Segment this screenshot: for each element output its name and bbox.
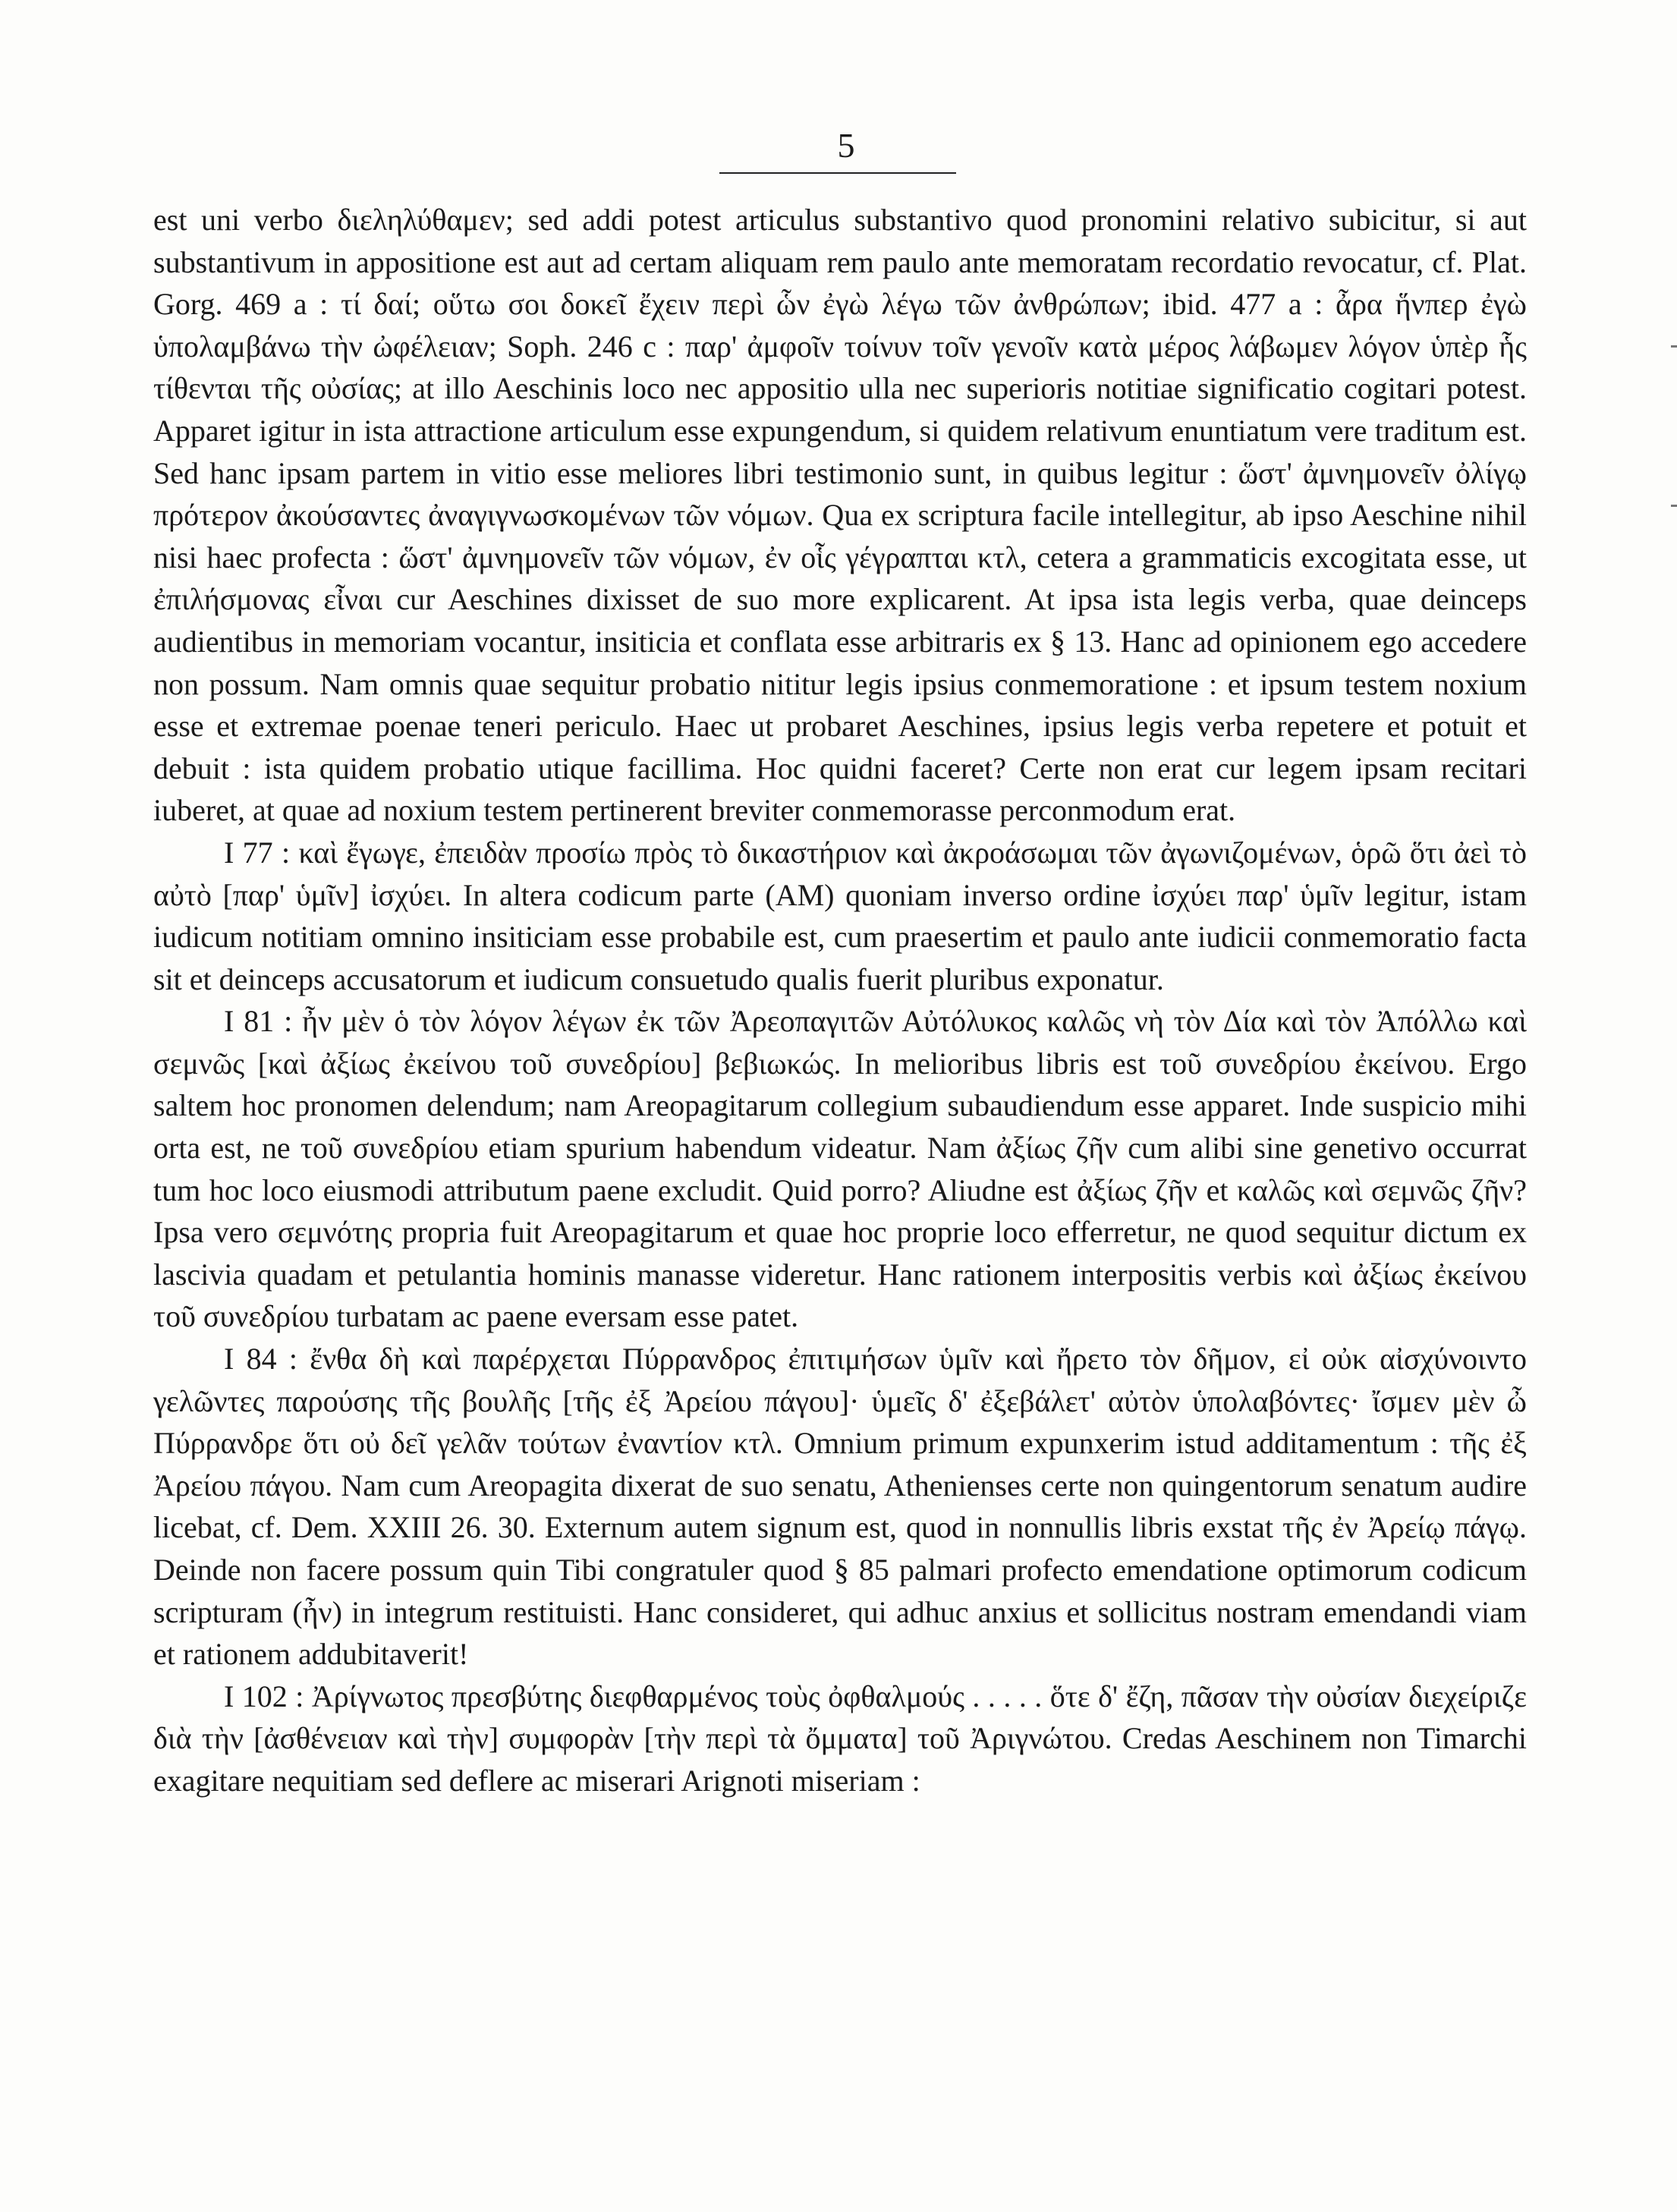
scan-mark: [1671, 505, 1677, 507]
paragraph-i-102: I 102 : Ἀρίγνωτος πρεσβύτης διεφθαρμένος τοὺς ὀφθαλμούς . . . . . ὅτε δ' ἔζη, πᾶσαν τὴν οὐσίαν διεχείριζε διὰ τὴν [ἀσθένειαν καὶ τὴν] συμφορὰν [τὴν περὶ τὰ ὄμματα] τοῦ Ἀριγνώτου. Credas Aeschinem non Timarchi exagitare nequitiam sed deflere ac miserari Arignoti miseriam :: [153, 1679, 1527, 1798]
scan-mark: [1671, 345, 1677, 348]
paragraph-i-81: I 81 : ἦν μὲν ὁ τὸν λόγον λέγων ἐκ τῶν Ἀρεοπαγιτῶν Αὐτόλυκος καλῶς νὴ τὸν Δία καὶ τὸν Ἀπόλλω καὶ σεμνῶς [καὶ ἀξίως ἐκείνου τοῦ συνεδρίου] βεβιωκώς. In melioribus libris est τοῦ συνεδρίου ἐκείνου. Ergo saltem hoc pronomen delendum; nam Areopagitarum collegium subaudiendum esse apparet. Inde suspicio mihi orta est, ne τοῦ συνεδρίου etiam spurium habendum videatur. Nam ἀξίως ζῆν cum alibi sine genetivo occurrat tum hoc loco eiusmodi attributum paene excludit. Quid porro? Aliudne est ἀξίως ζῆν et καλῶς καὶ σεμνῶς ζῆν? Ipsa vero σεμνότης propria fuit Areopagitarum et quae hoc proprie loco efferretur, ne quod sequitur dictum ex lascivia quadam et petulantia hominis manasse videretur. Hanc rationem interpositis verbis καὶ ἀξίως ἐκείνου τοῦ συνεδρίου turbatam ac paene eversam esse patet.: [153, 1004, 1528, 1334]
paragraph-i-84: I 84 : ἔνθα δὴ καὶ παρέρχεται Πύρρανδρος ἐπιτιμήσων ὑμῖν καὶ ἤρετο τὸν δῆμον, εἰ οὐκ αἰσχύνοιντο γελῶντες παρούσης τῆς βουλῆς [τῆς ἐξ Ἀρείου πάγου]· ὑμεῖς δ' ἐξεβάλετ' αὐτὸν ὑπολαβόντες· ἴσμεν μὲν ὦ Πύρρανδρε ὅτι οὐ δεῖ γελᾶν τούτων ἐναντίον κτλ. Omnium primum expunxerim istud additamentum : τῆς ἐξ Ἀρείου πάγου. Nam cum Areopagita dixerat de suo senatu, Athenienses certe non quingentorum senatum audire licebat, cf. Dem. XXIII 26. 30. Externum autem signum est, quod in nonnullis libris exstat τῆς ἐν Ἀρείῳ πάγῳ. Deinde non facere possum quin Tibi congratuler quod § 85 palmari profecto emendatione optimorum codicum scripturam (ἦν) in integrum restituisti. Hanc consideret, qui adhuc anxius et sollicitus nostram emendandi viam et rationem addubitaverit!: [153, 1342, 1527, 1672]
paragraph-i-77: I 77 : καὶ ἔγωγε, ἐπειδὰν προσίω πρὸς τὸ δικαστήριον καὶ ἀκροάσωμαι τῶν ἀγωνιζομένων, ὁρῶ ὅτι ἀεὶ τὸ αὐτὸ [παρ' ὑμῖν] ἰσχύει. In altera codicum parte (AM) quoniam inverso ordine ἰσχύει παρ' ὑμῖν legitur, istam iudicum notitiam omnino insiticiam esse probabile est, cum praesertim et paulo ante iudicii conmemoratio facta sit et deinceps accusatorum et iudicum consuetudo qualis fuerit pluribus exponatur.: [153, 835, 1527, 996]
paragraph-1-continuation: est uni verbo διεληλύθαμεν; sed addi potest articulus substantivo quod pronomini relativo subicitur, si aut substantivum in appositione est aut ad certam aliquam rem paulo ante memoratam recordatio revocatur, cf. Plat. Gorg. 469 a : τί δαί; οὕτω σοι δοκεῖ ἔχειν περὶ ὧν ἐγὼ λέγω τῶν ἀνθρώπων; ibid. 477 a : ἆρα ἥνπερ ἐγὼ ὑπολαμβάνω τὴν ὠφέλειαν; Soph. 246 c : παρ' ἀμφοῖν τοίνυν τοῖν γενοῖν κατὰ μέρος λάβωμεν λόγον ὑπὲρ ἧς τίθενται τῆς οὐσίας; at illo Aeschinis loco nec appositio ulla nec superioris notitiae significatio cogitari potest. Apparet igitur in ista attractione articulum esse expungendum, si quidem relativum enuntiatum vere traditum est. Sed hanc ipsam partem in vitio esse meliores libri testimonio sunt, in quibus legitur : ὥστ' ἀμνημονεῖν ὀλίγῳ πρότερον ἀκούσαντες ἀναγιγνωσκομένων τῶν νόμων. Qua ex scriptura facile intellegitur, ab ipso Aeschine nihil nisi haec profecta : ὥστ' ἀμνημονεῖν τῶν νόμων, ἐν οἷς γέγραπται κτλ, cetera a grammaticis excogitata esse, ut ἐπιλήσμονας εἶναι cur Aeschines dixisset de suo more explicarent. At ipsa ista legis verba, quae deinceps audientibus in memoriam vocantur, insiticia et conflata esse arbitraris ex § 13. Hanc ad opinionem ego accedere non possum. Nam omnis quae sequitur probatio nititur legis ipsius conmemoratione : et ipsum testem noxium esse et extremae poenae teneri periculo. Haec ut probaret Aeschines, ipsius legis verba repetere et potuit et debuit : ista quidem probatio utique facillima. Hoc quidni faceret? Certe non erat cur legem ipsam recitari iuberet, at quae ad noxium testem pertinerent breviter conmemorasse perconmodum erat.: [153, 203, 1527, 828]
page-number: 5: [837, 126, 855, 165]
header-rule: [719, 172, 956, 174]
body-text: [153, 199, 1527, 1802]
